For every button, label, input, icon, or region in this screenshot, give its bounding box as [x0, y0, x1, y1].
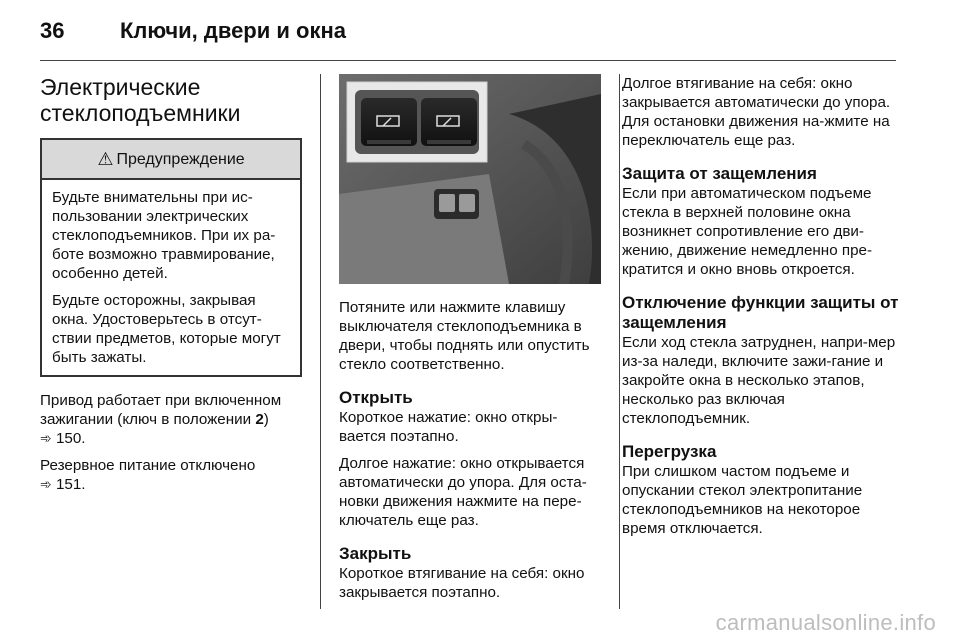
section-title [40, 74, 302, 126]
open-long-press: Долгое нажатие: окно открывается автоматически до упора. Для оста-новки движения нажмите на пере-ключатель еще раз. [339, 455, 587, 529]
close-heading: Закрыть [339, 544, 412, 563]
page-ref-arrow-icon: ➾ [40, 476, 52, 492]
backup-power-paragraph [40, 456, 302, 494]
page-ref-arrow-icon: ➾ [40, 430, 52, 446]
disable-protection-heading: Отключение функции защиты от защемления [622, 293, 899, 332]
page-ref-link[interactable]: 150. [55, 430, 86, 447]
column-2 [339, 74, 601, 610]
pinch-protection-heading: Защита от защемления [622, 164, 817, 183]
warning-box [40, 138, 302, 377]
ignition-text-end: ) [263, 411, 269, 428]
column-divider-2 [619, 74, 620, 609]
warning-triangle-icon: ⚠ [97, 148, 114, 169]
open-short-press: Короткое нажатие: окно откры-вается поэтапно. [339, 409, 558, 445]
watermark: carmanualsonline.info [715, 610, 936, 635]
backup-power-text: Резервное питание отключено [40, 457, 256, 474]
intro-paragraph: Потяните или нажмите клавишу выключателя стеклоподъемника в двери, чтобы поднять или опустить стекло соответственно. [339, 299, 590, 373]
ignition-text: Привод работает при включенном зажигании (ключ в положении [40, 392, 282, 428]
window-switch-photo [339, 74, 601, 284]
warning-heading: Предупреждение [116, 150, 245, 168]
column-divider-1 [320, 74, 321, 609]
key-position: 2 [255, 411, 264, 428]
section-title-line1: Электрические [40, 74, 201, 100]
column-1 [40, 74, 302, 502]
warning-header [42, 140, 300, 180]
disable-protection-text: Если ход стекла затруднен, напри-мер из-за наледи, включите зажи-гание и закройте окна в несколько этапов, несколько раз включая стеклоподъемник. [622, 334, 896, 427]
window-switch-illustration [339, 74, 601, 284]
warning-text-1: Будьте внимательны при ис-пользовании электрических стеклоподъемников. При их ра-боте возможно травмирование, особенно детей. [52, 189, 276, 282]
pinch-protection-text: Если при автоматическом подъеме стекла в верхней половине окна возникнет сопротивление его дви-жению, движение немедленно пре-кратится и окно вновь откроется. [622, 185, 873, 278]
section-title-line2: стеклоподъемники [40, 100, 241, 126]
ignition-paragraph [40, 391, 302, 448]
open-heading: Открыть [339, 388, 413, 407]
warning-body [42, 180, 300, 375]
close-short-pull: Короткое втягивание на себя: окно закрывается поэтапно. [339, 565, 585, 601]
page-ref-link[interactable]: 151. [55, 476, 86, 493]
chapter-title: Ключи, двери и окна [120, 18, 346, 43]
page-number: 36 [40, 18, 65, 43]
close-long-pull: Долгое втягивание на себя: окно закрывается автоматически до упора. Для остановки движения на-жмите на переключатель еще раз. [622, 75, 891, 149]
column-3 [622, 74, 902, 546]
warning-text-2: Будьте осторожны, закрывая окна. Удостоверьтесь в отсут-ствии предметов, которые могут быть зажаты. [52, 292, 281, 366]
page-header [0, 14, 960, 54]
overload-text: При слишком частом подъеме и опускании стекол электропитание стеклоподъемников на некоторое время отключается. [622, 463, 863, 537]
header-rule [40, 60, 896, 61]
overload-heading: Перегрузка [622, 442, 717, 461]
